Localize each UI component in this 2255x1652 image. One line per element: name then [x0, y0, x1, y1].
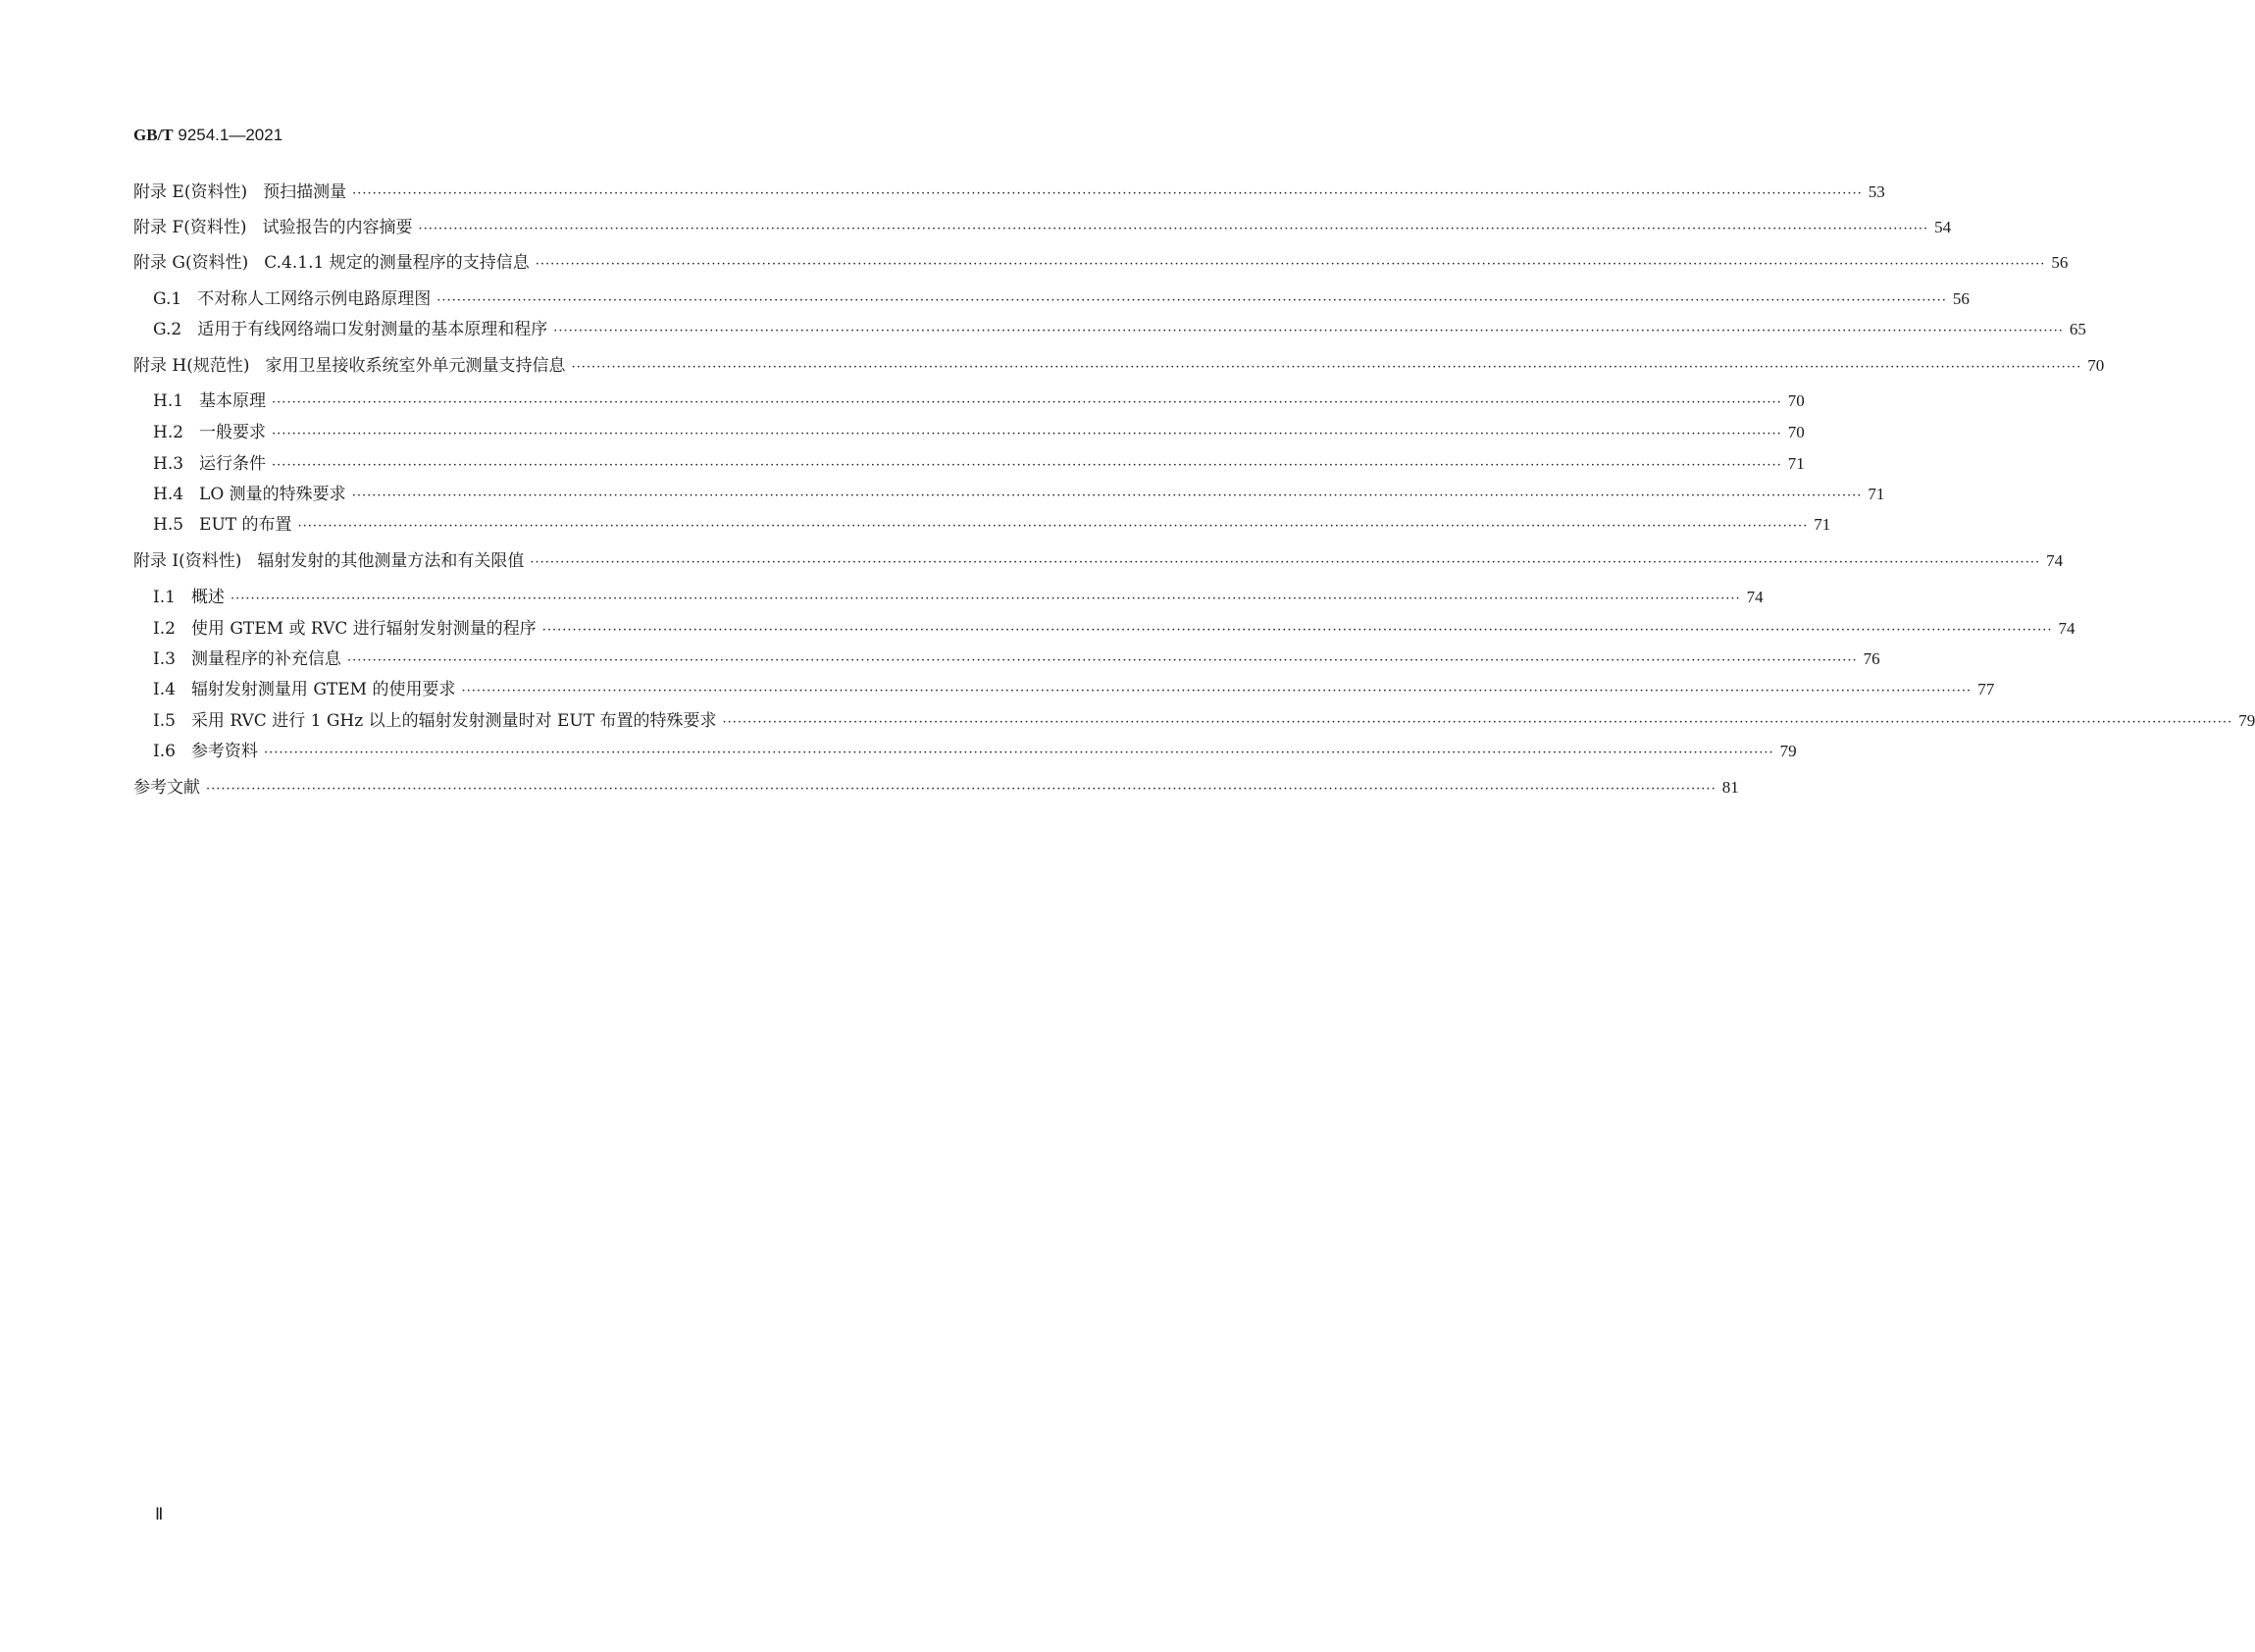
toc-entry-title: 测量程序的补充信息 [190, 649, 341, 669]
toc-entry-page: 79 [1779, 742, 1797, 760]
dot-leader: ············································································································································································································································································································ [206, 782, 1717, 797]
toc-entry-page: 71 [1814, 515, 1831, 534]
dot-leader: ············································································································································································································································································································ [461, 684, 1973, 698]
toc-entry[interactable] [153, 287, 1970, 311]
toc-entry-number: I.4 [153, 680, 176, 699]
dot-leader: ············································································································································································································································································································ [535, 257, 2046, 272]
toc-entry-page: 74 [2046, 551, 2064, 570]
toc-entry-title: 辐射发射测量用 GTEM 的使用要求 [190, 680, 456, 699]
toc-entry-page: 81 [1721, 778, 1739, 797]
toc-entry-page: 56 [1952, 289, 1970, 308]
toc-entry-page: 74 [1746, 588, 1764, 606]
toc-entry-title: 运行条件 [199, 454, 267, 474]
dot-leader: ············································································································································································································································································································ [541, 623, 2053, 638]
toc-entry[interactable] [133, 354, 2105, 378]
dot-leader: ············································································································································································································································································································ [722, 715, 2233, 730]
toc-entry-page: 70 [2087, 356, 2105, 375]
toc-entry-number: 附录 G(资料性) [133, 253, 249, 273]
toc-entry[interactable] [153, 513, 1831, 537]
toc-entry-page: 79 [2238, 711, 2255, 730]
toc-entry-title: 试验报告的内容摘要 [262, 218, 413, 237]
toc-entry-title: 一般要求 [199, 423, 267, 442]
toc-entry-page: 74 [2058, 619, 2076, 638]
toc-entry-number: 附录 I(资料性) [133, 551, 242, 571]
toc-entry-title: 预扫描测量 [263, 182, 347, 202]
toc-entry[interactable] [153, 740, 1797, 763]
toc-entry-number: I.3 [153, 649, 176, 669]
dot-leader: ············································································································································································································································································································ [351, 489, 1863, 503]
toc-entry-page: 71 [1787, 454, 1805, 473]
toc-entry-title: EUT 的布置 [199, 515, 292, 535]
toc-entry[interactable] [153, 647, 1880, 671]
toc-entry-title: 家用卫星接收系统室外单元测量支持信息 [265, 356, 566, 376]
toc-entry[interactable] [133, 251, 2069, 275]
toc-entry-page: 56 [2051, 253, 2069, 272]
toc-entry[interactable] [133, 216, 1952, 239]
dot-leader: ············································································································································································································································································································ [263, 746, 1774, 760]
toc-entry-page: 76 [1863, 649, 1880, 668]
dot-leader: ············································································································································································································································································································ [297, 519, 1809, 534]
dot-leader: ············································································································································································································································································································ [346, 653, 1858, 668]
toc-entry[interactable] [153, 586, 1764, 609]
toc-entry-title: 辐射发射的其他测量方法和有关限值 [257, 551, 525, 571]
dot-leader: ············································································································································································································································································································ [352, 186, 1863, 201]
toc-entry-title: 概述 [190, 588, 225, 607]
toc-entry-title: 基本原理 [199, 391, 267, 411]
toc-entry-number: 附录 E(资料性) [133, 182, 248, 202]
toc-entry-page: 54 [1934, 218, 1952, 236]
toc-entry-number: 附录 F(资料性) [133, 218, 247, 237]
toc-entry[interactable] [153, 709, 2255, 733]
toc-entry-title: 使用 GTEM 或 RVC 进行辐射发射测量的程序 [190, 619, 537, 639]
toc-entry-number: I.5 [153, 711, 176, 731]
toc-entry-page: 77 [1977, 680, 1995, 698]
toc-entry[interactable] [153, 318, 2086, 341]
toc-entry-page: 65 [2069, 320, 2086, 338]
toc-entry[interactable] [153, 617, 2076, 641]
toc-entry-title: C.4.1.1 规定的测量程序的支持信息 [264, 253, 530, 273]
toc-entry-page: 53 [1868, 182, 1885, 201]
toc-entry-number: G.1 [153, 289, 182, 309]
toc-entry-title: 适用于有线网络端口发射测量的基本原理和程序 [197, 320, 548, 339]
dot-leader: ············································································································································································································································································································ [571, 360, 2082, 375]
standard-number: 9254.1—2021 [178, 126, 283, 144]
toc-entry-page: 70 [1787, 391, 1805, 410]
toc-entry-title: 不对称人工网络示例电路原理图 [197, 289, 432, 309]
toc-entry-title: 参考文献 [133, 778, 200, 798]
toc-entry[interactable] [133, 181, 1885, 204]
toc-entry-title: LO 测量的特殊要求 [199, 485, 346, 504]
dot-leader: ············································································································································································································································································································ [272, 395, 1782, 410]
dot-leader: ············································································································································································································································································································ [530, 555, 2041, 570]
toc-entry-number: H.2 [153, 423, 184, 442]
dot-leader: ············································································································································································································································································································ [436, 293, 1947, 308]
dot-leader: ············································································································································································································································································································ [272, 427, 1782, 441]
toc-entry-number: H.1 [153, 391, 184, 411]
toc-entry-number: H.4 [153, 485, 184, 504]
toc-entry[interactable] [153, 678, 1995, 701]
toc-entry-page: 71 [1868, 485, 1885, 503]
dot-leader: ············································································································································································································································································································ [553, 324, 2064, 338]
toc-entry-number: H.3 [153, 454, 184, 474]
toc-entry[interactable] [133, 549, 2064, 573]
dot-leader: ············································································································································································································································································································ [230, 592, 1741, 606]
toc-entry[interactable] [153, 483, 1885, 506]
toc-entry-number: H.5 [153, 515, 184, 535]
toc-entry-title: 采用 RVC 进行 1 GHz 以上的辐射发射测量时对 EUT 布置的特殊要求 [190, 711, 717, 731]
dot-leader: ············································································································································································································································································································ [272, 458, 1782, 473]
toc-entry[interactable] [153, 389, 1805, 413]
toc-entry-number: 附录 H(规范性) [133, 356, 250, 376]
document-header [133, 126, 282, 145]
toc-entry-page: 70 [1787, 423, 1805, 441]
toc-entry-number: I.1 [153, 588, 176, 607]
toc-entry-number: I.6 [153, 742, 176, 761]
page-number: Ⅱ [155, 1505, 164, 1523]
toc-entry-number: I.2 [153, 619, 176, 639]
toc-entry[interactable] [153, 421, 1805, 444]
toc-entry[interactable] [153, 452, 1805, 476]
toc-entry[interactable] [133, 776, 1739, 800]
standard-code: GB/T [133, 126, 174, 144]
toc-entry-title: 参考资料 [190, 742, 258, 761]
toc-entry-number: G.2 [153, 320, 182, 339]
dot-leader: ············································································································································································································································································································ [418, 222, 1929, 236]
